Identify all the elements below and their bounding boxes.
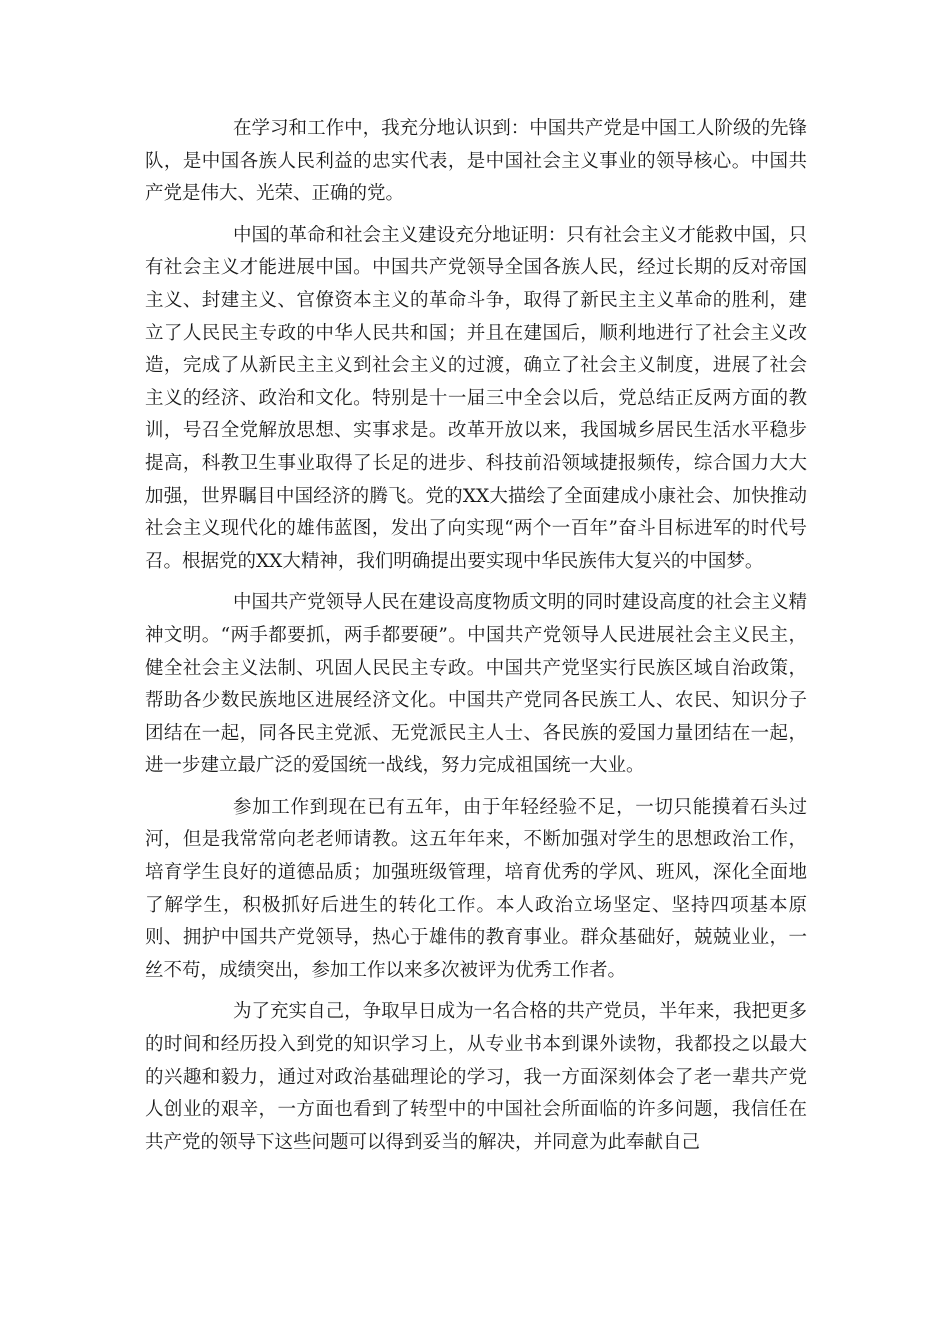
paragraph-1: 在学习和工作中，我充分地认识到：中国共产党是中国工人阶级的先锋队，是中国各族人民利益的忠实代表，是中国社会主义事业的领导核心。中国共产党是伟大、光荣、正确的党。: [145, 118, 807, 205]
document-body: [145, 113, 807, 1168]
paragraph-5: 为了充实自己，争取早日成为一名合格的共产党员，半年来，我把更多的时间和经历投入到党的知识学习上，从专业书本到课外读物，我都投之以最大的兴趣和毅力，通过对政治基础理论的学习，我一方面深刻体会了老一辈共产党人创业的艰辛，一方面也看到了转型中的中国社会所面临的许多问题，我信任在共产党的领导下这些问题可以得到妥当的解决，并同意为此奉献自己: [145, 1001, 807, 1153]
paragraph-4: 参加工作到现在已有五年，由于年轻经验不足，一切只能摸着石头过河，但是我常常向老老师请教。这五年年来，不断加强对学生的思想政治工作，培育学生良好的道德品质；加强班级管理，培育优秀的学风、班风，深化全面地了解学生，积极抓好后进生的转化工作。本人政治立场坚定、坚持四项基本原则、拥护中国共产党领导，热心于雄伟的教育事业。群众基础好，兢兢业业，一丝不苟，成绩突出，参加工作以来多次被评为优秀工作者。: [145, 796, 807, 981]
paragraph-3: 中国共产党领导人民在建设高度物质文明的同时建设高度的社会主义精神文明。“两手都要抓，两手都要硬”。中国共产党领导人民进展社会主义民主，健全社会主义法制、巩固人民民主专政。中国共产党坚实行民族区域自治政策，帮助各少数民族地区进展经济文化。中国共产党同各民族工人、农民、知识分子团结在一起，同各民主党派、无党派民主人士、各民族的爱国力量团结在一起，进一步建立最广泛的爱国统一战线，努力完成祖国统一大业。: [145, 592, 807, 777]
paragraph-2: 中国的革命和社会主义建设充分地证明：只有社会主义才能救中国，只有社会主义才能进展中国。中国共产党领导全国各族人民，经过长期的反对帝国主义、封建主义、官僚资本主义的革命斗争，取得了新民主主义革命的胜利，建立了人民民主专政的中华人民共和国；并且在建国后，顺利地进行了社会主义改造，完成了从新民主主义到社会主义的过渡，确立了社会主义制度，进展了社会主义的经济、政治和文化。特别是十一届三中全会以后，党总结正反两方面的教训，号召全党解放思想、实事求是。改革开放以来，我国城乡居民生活水平稳步提高，科教卫生事业取得了长足的进步、科技前沿领域捷报频传，综合国力大大加强，世界瞩目中国经济的腾飞。党的XX大描绘了全面建成小康社会、加快推动社会主义现代化的雄伟蓝图，发出了向实现“两个一百年”奋斗目标进军的时代号召。根据党的XX大精神，我们明确提出要实现中华民族伟大复兴的中国梦。: [145, 224, 807, 572]
